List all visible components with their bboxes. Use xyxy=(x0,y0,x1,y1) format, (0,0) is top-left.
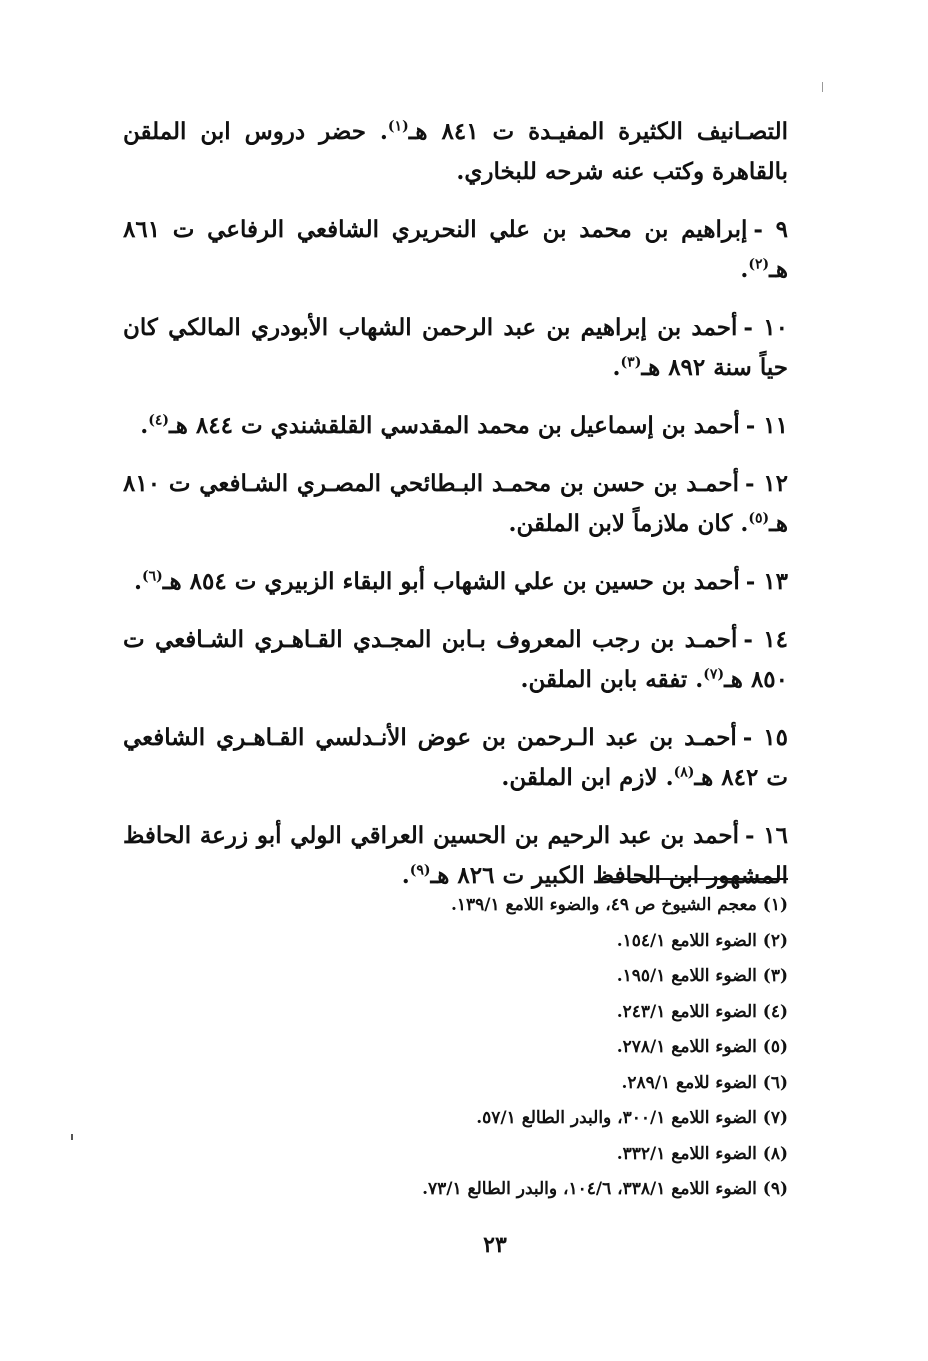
entry-text-cont: . xyxy=(133,568,142,595)
footnote-ref: (٧) xyxy=(703,666,725,683)
footnote: (٤) الضوء اللامع ٢٤٣/١. xyxy=(616,1001,788,1022)
entry-text: أحمـد بن رجب المعروف بـابن المجـدي القـاهـري الشـافعي ت ٨٥٠ هـ xyxy=(123,626,788,693)
entry-text-cont: . كان ملازماً لابن الملقن. xyxy=(508,510,749,537)
footnote: (٣) الضوء اللامع ١٩٥/١. xyxy=(616,966,788,986)
footnote-ref: (٩) xyxy=(409,862,431,879)
list-item xyxy=(123,464,788,544)
footnote: (١) معجم الشيوخ ص ٤٩، والضوء اللامع ١٣٩/١. xyxy=(450,895,788,915)
entry-text-cont: . لازم ابن الملقن. xyxy=(501,764,674,791)
entry-text-cont: . xyxy=(401,862,410,889)
list-item xyxy=(123,562,788,602)
entry-text-cont: . تفقه بابن الملقن. xyxy=(520,666,704,693)
list-item xyxy=(123,816,788,896)
entry-text: أحمد بن إبراهيم بن عبد الرحمن الشهاب الأبودري المالكي كان حياً سنة ٨٩٢ هـ xyxy=(123,314,788,381)
entry-text: أحمـد بن عبد الـرحمن بن عوض الأنـدلسي القـاهـري الشافعي ت ٨٤٢ هـ xyxy=(123,724,788,791)
entry-text-cont: . xyxy=(140,412,149,439)
footnote: (٧) الضوء اللامع ٣٠٠/١، والبدر الطالع ٥٧/١. xyxy=(476,1108,788,1128)
intro-text: التصـانيف الكثيرة المفيـدة ت ٨٤١ هـ xyxy=(408,118,788,145)
entry-text-cont: . xyxy=(612,354,621,381)
page-number: ٢٣ xyxy=(483,1232,507,1258)
scan-mark xyxy=(822,82,823,92)
footnote-ref: (١) xyxy=(387,118,409,135)
list-item xyxy=(123,718,788,798)
intro-paragraph xyxy=(123,112,788,192)
footnote: (٨) الضوء اللامع ٣٣٢/١. xyxy=(616,1143,788,1164)
footnote: (٩) الضوء اللامع ٣٣٨/١، ١٠٤/٦، والبدر الطالع ٧٣/١. xyxy=(422,1179,788,1199)
list-item xyxy=(123,620,788,700)
footnote-ref: (٨) xyxy=(673,764,695,781)
entry-text: أحمد بن عبد الرحيم بن الحسين العراقي الولي أبو زرعة الحافظ المشهور ابن الحافظ الكبير ت ٨٢٦ هـ xyxy=(123,822,788,889)
entry-number: ١١ - xyxy=(745,412,788,439)
list-item xyxy=(123,406,788,446)
entry-text: أحمد بن إسماعيل بن محمد المقدسي القلقشندي ت ٨٤٤ هـ xyxy=(169,412,740,439)
list-item xyxy=(123,210,788,290)
footnote-ref: (٤) xyxy=(148,412,170,429)
entry-number: ١٣ - xyxy=(745,568,788,595)
list-item xyxy=(123,308,788,388)
entry-text: أحمد بن حسين بن علي الشهاب أبو البقاء الزبيري ت ٨٥٤ هـ xyxy=(162,568,740,595)
entry-number: ١٢ - xyxy=(744,470,788,497)
footnote-ref: (٣) xyxy=(620,354,642,371)
entry-text-cont: . xyxy=(740,256,749,283)
footnote: (٦) الضوء للامع ٢٨٩/١. xyxy=(621,1072,788,1093)
entry-number: ٩ - xyxy=(753,216,788,243)
footnote: (٢) الضوء اللامع ١٥٤/١. xyxy=(616,930,788,951)
entry-text: أحمـد بن حسن بن محمـد البـطائحي المصـري الشـافعي ت ٨١٠ هـ xyxy=(123,470,788,537)
main-text xyxy=(123,112,788,914)
footnote: (٥) الضوء اللامع ٢٧٨/١. xyxy=(616,1037,788,1057)
footnotes xyxy=(123,888,788,1208)
scan-mark xyxy=(71,1134,73,1140)
entry-number: ١٠ - xyxy=(743,314,788,341)
footnote-ref: (٦) xyxy=(142,568,163,585)
intro-text-cont: . حضر دروس ابن الملقن بالقاهرة وكتب عنه شرحه للبخاري. xyxy=(123,118,788,185)
entry-number: ١٦ - xyxy=(744,822,788,849)
entry-text: إبراهيم بن محمد بن علي النحريري الشافعي الرفاعي ت ٨٦١ هـ xyxy=(123,216,788,283)
footnote-ref: (٢) xyxy=(748,256,770,273)
footnote-ref: (٥) xyxy=(748,510,770,527)
entry-number: ١٥ - xyxy=(742,724,788,751)
footnote-divider xyxy=(598,878,788,880)
entry-number: ١٤ - xyxy=(743,626,788,653)
